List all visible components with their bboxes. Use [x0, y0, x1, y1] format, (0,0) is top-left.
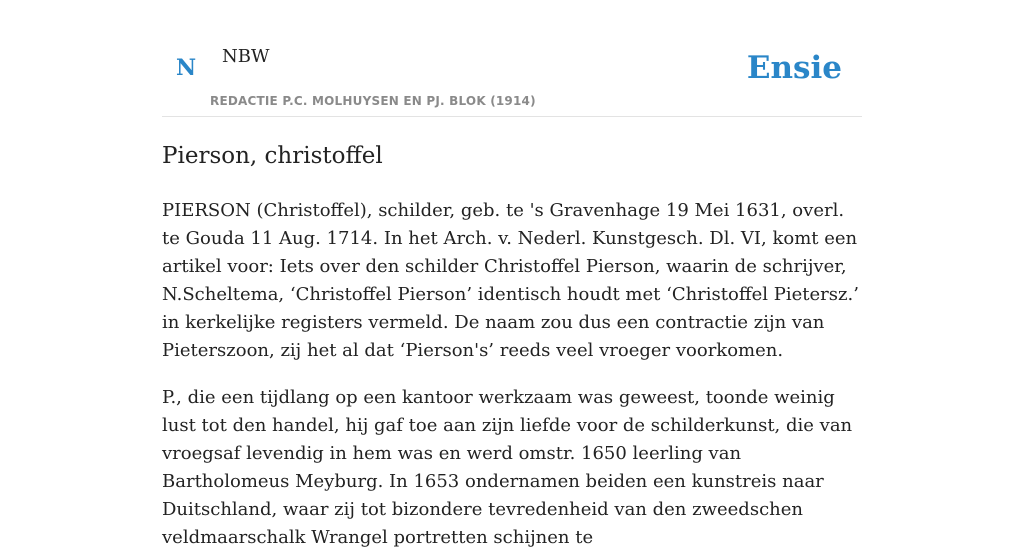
- entry-title: Pierson, christoffel: [162, 143, 383, 169]
- source-subtitle: REDACTIE P.C. MOLHUYSEN EN PJ. BLOK (1914): [210, 94, 536, 108]
- entry-paragraph: PIERSON (Christoffel), schilder, geb. te 's Gravenhage 19 Mei 1631, overl. te Gouda 11 Aug. 1714. In het Arch. v. Nederl. Kunstgesch. Dl. VI, komt een artikel voor: Iets over den schilder Christoffel Pierson, waarin de schrijver, N.Scheltema, ‘Christoffel Pierson’ identisch houdt met ‘Christoffel Pietersz.’ in kerkelijke registers vermeld. De naam zou dus een contractie zijn van Pieterszoon, zij het al dat ‘Pierson's’ reeds veel vroeger voorkomen.: [162, 200, 859, 361]
- source-title[interactable]: NBW: [222, 46, 270, 67]
- source-logo[interactable]: N: [176, 55, 197, 81]
- page-container: [162, 0, 862, 552]
- source-header: [162, 0, 862, 117]
- brand-logo[interactable]: Ensie: [746, 50, 842, 86]
- entry-paragraph: P., die een tijdlang op een kantoor werkzaam was geweest, toonde weinig lust tot den handel, hij gaf toe aan zijn liefde voor de schilderkunst, die van vroegsaf levendig in hem was en werd omstr. 1650 leerling van Bartholomeus Meyburg. In 1653 ondernamen beiden een kunstreis naar Duitschland, waar zij tot bizondere tevredenheid van den zweedschen veldmaarschalk Wrangel portretten schijnen te: [162, 387, 853, 548]
